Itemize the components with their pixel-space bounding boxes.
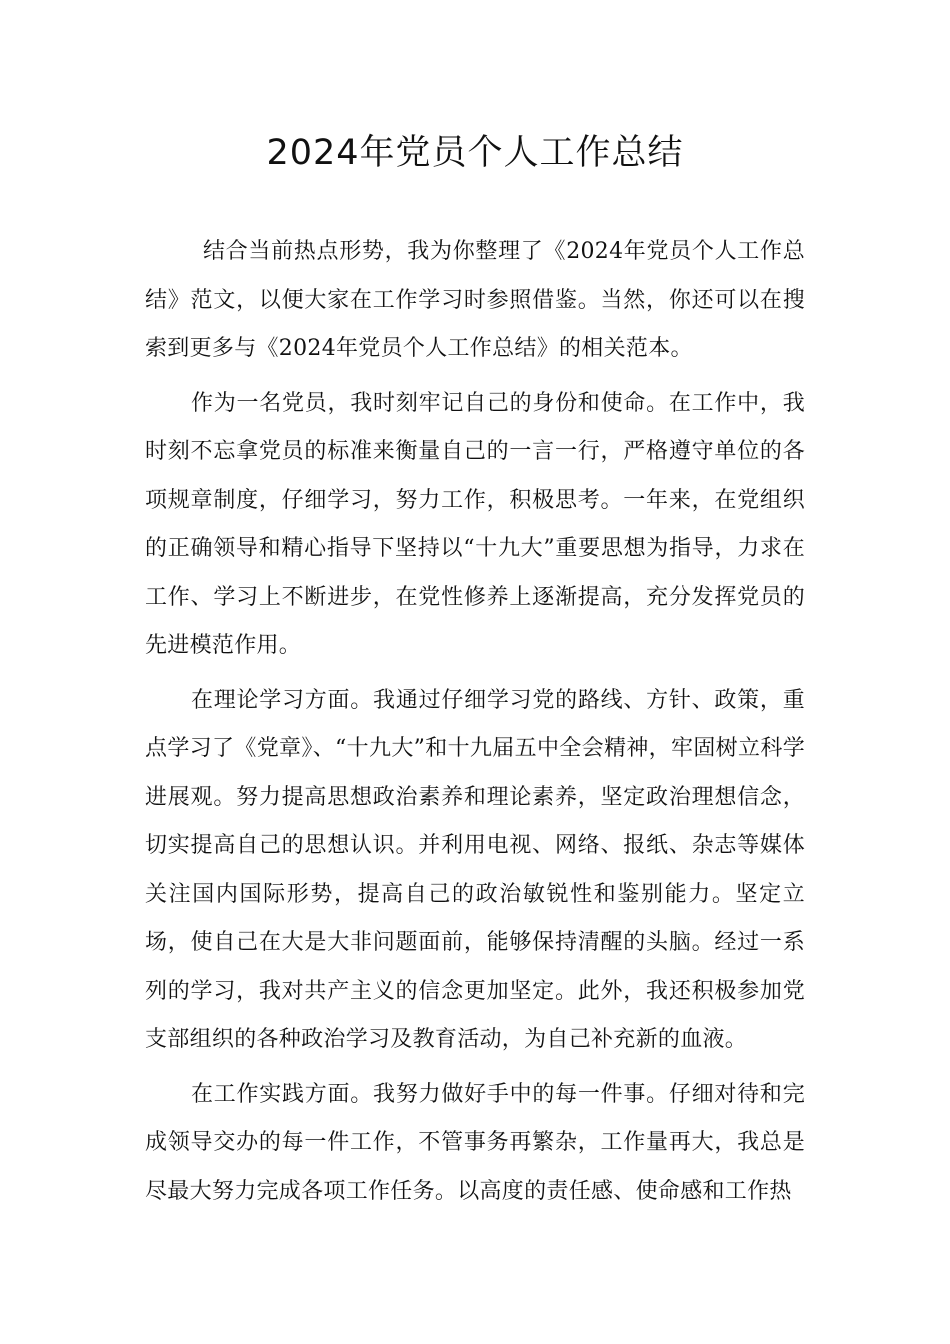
document-title: 2024年党员个人工作总结 (266, 133, 684, 173)
body-paragraph: 在理论学习方面。我通过仔细学习党的路线、方针、政策，重点学习了《党章》、“十九大”和十九届五中全会精神，牢固树立科学进展观。努力提高思想政治素养和理论素养，坚定政治理想信念，切实提高自己的思想认识。并利用电视、网络、报纸、杂志等媒体关注国内国际形势，提高自己的政治敏锐性和鉴别能力。坚定立场，使自己在大是大非问题面前，能够保持清醒的头脑。经过一系列的学习，我对共产主义的信念更加坚定。此外，我还积极参加党支部组织的各种政治学习及教育活动，为自己补充新的血液。 (145, 687, 805, 1052)
body-paragraph: 在工作实践方面。我努力做好手中的每一件事。仔细对待和完成领导交办的每一件工作，不管事务再繁杂，工作量再大，我总是尽最大努力完成各项工作任务。以高度的责任感、使命感和工作热 (145, 1081, 805, 1204)
document-body (145, 228, 805, 1216)
intro-paragraph: 结合当前热点形势，我为你整理了《2024年党员个人工作总结》范文，以便大家在工作学习时参照借鉴。当然，你还可以在搜索到更多与《2024年党员个人工作总结》的相关范本。 (145, 239, 805, 361)
body-paragraph: 作为一名党员，我时刻牢记自己的身份和使命。在工作中，我时刻不忘拿党员的标准来衡量自己的一言一行，严格遵守单位的各项规章制度，仔细学习，努力工作，积极思考。一年来，在党组织的正确领导和精心指导下坚持以“十九大”重要思想为指导，力求在工作、学习上不断进步，在党性修养上逐渐提高，充分发挥党员的先进模范作用。 (145, 390, 805, 658)
